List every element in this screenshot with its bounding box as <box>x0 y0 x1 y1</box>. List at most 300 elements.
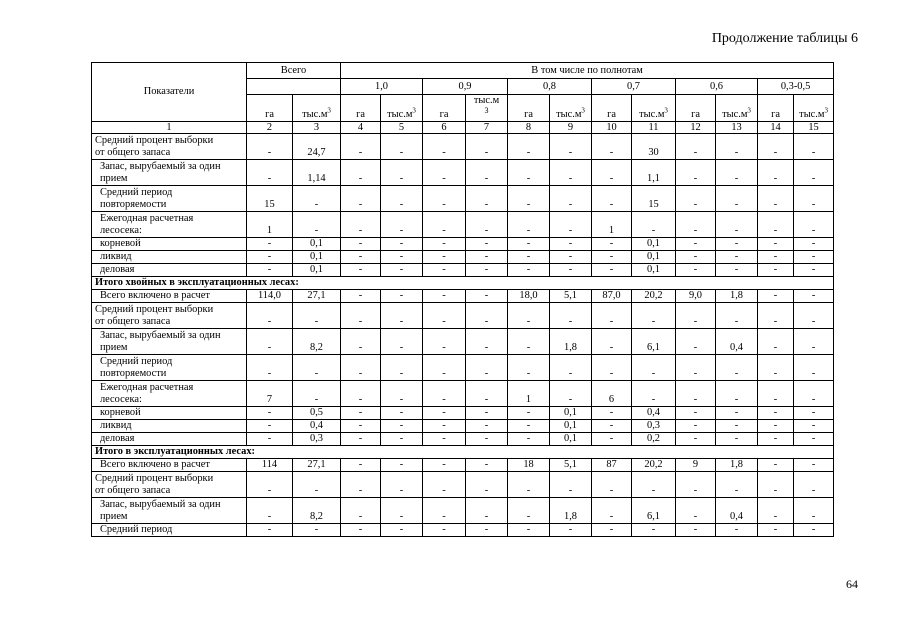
table-cell: 0,1 <box>550 407 592 420</box>
table-cell: - <box>758 329 794 355</box>
table-cell: - <box>423 238 466 251</box>
table-cell: - <box>758 498 794 524</box>
unit-volume-exp: 3 <box>824 106 828 115</box>
table-row <box>92 355 834 381</box>
table-cell: - <box>508 420 550 433</box>
header-density: 0,9 <box>423 79 508 95</box>
table-row <box>92 433 834 446</box>
table-cell: - <box>423 407 466 420</box>
table-cell: 0,1 <box>550 420 592 433</box>
table-cell: - <box>381 381 423 407</box>
table-cell: - <box>508 186 550 212</box>
table-cell: 0,3 <box>632 420 676 433</box>
unit-volume-exp: 3 <box>747 106 751 115</box>
table-cell: - <box>466 407 508 420</box>
table-cell: 1,8 <box>716 290 758 303</box>
table-cell: - <box>293 186 341 212</box>
table-cell: 6,1 <box>632 498 676 524</box>
unit-volume-top: тыс.м <box>473 95 500 106</box>
table-cell: - <box>381 212 423 238</box>
row-label <box>92 329 247 355</box>
table-cell: - <box>466 498 508 524</box>
column-number: 11 <box>632 122 676 134</box>
table-cell: - <box>716 134 758 160</box>
table-cell: - <box>381 160 423 186</box>
table-cell: - <box>508 264 550 277</box>
table-cell: - <box>341 407 381 420</box>
row-label-line: Средний процент выборки <box>95 135 214 146</box>
table-cell: - <box>247 524 293 537</box>
unit-volume <box>794 95 834 122</box>
table-cell: - <box>794 238 834 251</box>
table-cell: - <box>758 407 794 420</box>
table-cell: - <box>247 238 293 251</box>
table-cell: - <box>758 251 794 264</box>
table-cell: - <box>423 524 466 537</box>
table-cell: - <box>676 303 716 329</box>
table-cell: - <box>341 498 381 524</box>
table-cell: - <box>508 498 550 524</box>
table-cell: - <box>508 160 550 186</box>
table-cell: 18 <box>508 459 550 472</box>
table-cell: - <box>716 186 758 212</box>
table-cell: 1,8 <box>550 498 592 524</box>
table-cell: - <box>508 329 550 355</box>
table-cell: - <box>716 303 758 329</box>
table-cell: 0,4 <box>293 420 341 433</box>
table-cell: - <box>758 303 794 329</box>
table-cell: - <box>466 238 508 251</box>
column-number: 8 <box>508 122 550 134</box>
table-cell: 0,1 <box>550 433 592 446</box>
row-label-line: Запас, вырубаемый за один <box>100 330 221 341</box>
table-cell: 0,1 <box>632 251 676 264</box>
table-cell: - <box>423 303 466 329</box>
table-cell: - <box>341 160 381 186</box>
table-cell: - <box>466 329 508 355</box>
header-density: 0,3-0,5 <box>758 79 834 95</box>
header-by-density: В том числе по полнотам <box>341 63 834 79</box>
table-cell: - <box>341 524 381 537</box>
table-cell: - <box>423 420 466 433</box>
table-cell: - <box>758 238 794 251</box>
table-cell: 20,2 <box>632 459 676 472</box>
table-cell: - <box>341 264 381 277</box>
table-cell: - <box>758 459 794 472</box>
table-cell: - <box>676 524 716 537</box>
table-cell: 6,1 <box>632 329 676 355</box>
unit-ha: га <box>592 95 632 122</box>
table-row <box>92 329 834 355</box>
table-cell: - <box>247 407 293 420</box>
row-label <box>92 420 247 433</box>
table-cell: - <box>758 264 794 277</box>
table-cell: - <box>466 251 508 264</box>
table-cell: - <box>794 303 834 329</box>
table-cell: 87,0 <box>592 290 632 303</box>
unit-ha: га <box>423 95 466 122</box>
table-cell: - <box>716 160 758 186</box>
row-label-line: Средний период <box>100 187 173 198</box>
row-label <box>92 160 247 186</box>
table-cell: - <box>341 186 381 212</box>
table-cell: - <box>423 459 466 472</box>
table-cell: 1,8 <box>550 329 592 355</box>
table-cell: - <box>423 186 466 212</box>
row-label <box>92 186 247 212</box>
table-row <box>92 212 834 238</box>
table-cell: - <box>794 355 834 381</box>
table-cell: - <box>466 160 508 186</box>
header-total-spacer <box>247 79 341 95</box>
table-cell: 5,1 <box>550 290 592 303</box>
table-cell: 15 <box>247 186 293 212</box>
table-cell: - <box>466 212 508 238</box>
table-cell: 0,2 <box>632 433 676 446</box>
table-cell: - <box>247 420 293 433</box>
row-label-line: Всего включено в расчет <box>100 459 210 470</box>
table-cell: - <box>716 433 758 446</box>
table-cell: 0,5 <box>293 407 341 420</box>
table-cell: - <box>466 264 508 277</box>
table-cell: - <box>341 381 381 407</box>
table-cell: - <box>632 212 676 238</box>
table-cell: - <box>508 134 550 160</box>
table-cell: - <box>341 251 381 264</box>
table-cell: - <box>676 251 716 264</box>
table-cell: - <box>550 212 592 238</box>
table-cell: - <box>381 407 423 420</box>
column-number: 15 <box>794 122 834 134</box>
row-label <box>92 407 247 420</box>
row-label-line: Запас, вырубаемый за один <box>100 161 221 172</box>
table-cell: 0,1 <box>293 251 341 264</box>
table-cell: - <box>247 355 293 381</box>
unit-ha: га <box>676 95 716 122</box>
table-row <box>92 264 834 277</box>
table-cell: - <box>466 459 508 472</box>
table-cell: - <box>381 498 423 524</box>
unit-ha: га <box>341 95 381 122</box>
table-cell: - <box>794 212 834 238</box>
row-label-line: деловая <box>100 433 135 444</box>
table-cell: - <box>794 472 834 498</box>
table-cell: - <box>550 134 592 160</box>
page-number: 64 <box>846 577 858 591</box>
table-cell: - <box>794 290 834 303</box>
table-cell: - <box>716 381 758 407</box>
header-density: 0,7 <box>592 79 676 95</box>
unit-volume-text: тыс.м <box>639 109 665 120</box>
row-label <box>92 472 247 498</box>
table-caption: Продолжение таблицы 6 <box>711 31 858 46</box>
table-cell: 5,1 <box>550 459 592 472</box>
table-cell: - <box>508 212 550 238</box>
table-cell: - <box>632 524 676 537</box>
table-cell: - <box>550 524 592 537</box>
table-cell: - <box>550 186 592 212</box>
table-cell: - <box>247 433 293 446</box>
row-label <box>92 355 247 381</box>
unit-volume-text: тыс.м <box>302 109 328 120</box>
unit-ha: га <box>247 95 293 122</box>
table-cell: - <box>550 251 592 264</box>
table-cell: - <box>592 498 632 524</box>
table-cell: - <box>247 134 293 160</box>
column-number: 14 <box>758 122 794 134</box>
table-row <box>92 134 834 160</box>
table-cell: - <box>592 355 632 381</box>
row-label-line: ликвид <box>100 251 132 262</box>
table-cell: - <box>550 303 592 329</box>
row-label-line: Средний процент выборки <box>95 304 214 315</box>
table-cell: - <box>293 212 341 238</box>
header-density: 0,8 <box>508 79 592 95</box>
table-cell: - <box>508 355 550 381</box>
section-title: Итого хвойных в эксплуатационных лесах: <box>92 277 834 290</box>
table-row <box>92 290 834 303</box>
table-cell: - <box>341 290 381 303</box>
table-cell: - <box>794 160 834 186</box>
table-cell: - <box>466 186 508 212</box>
table-cell: - <box>758 524 794 537</box>
table-cell: - <box>758 420 794 433</box>
table-cell: - <box>794 433 834 446</box>
table-cell: 1 <box>508 381 550 407</box>
table-cell: 20,2 <box>632 290 676 303</box>
table-row <box>92 303 834 329</box>
table-cell: - <box>716 251 758 264</box>
table-cell: - <box>293 355 341 381</box>
table-cell: - <box>423 212 466 238</box>
table-cell: - <box>466 420 508 433</box>
table-cell: - <box>293 524 341 537</box>
row-label-line: повторяемости <box>100 199 167 210</box>
table-cell: - <box>592 420 632 433</box>
row-label-line: Средний процент выборки <box>95 473 214 484</box>
table-cell: - <box>592 264 632 277</box>
table-cell: 8,2 <box>293 329 341 355</box>
row-label <box>92 290 247 303</box>
table-cell: - <box>341 134 381 160</box>
table-cell: - <box>794 186 834 212</box>
column-number: 12 <box>676 122 716 134</box>
table-cell: - <box>423 472 466 498</box>
table-cell: - <box>381 420 423 433</box>
table-cell: 27,1 <box>293 290 341 303</box>
table-cell: 18,0 <box>508 290 550 303</box>
table-cell: - <box>247 160 293 186</box>
table-cell: - <box>592 186 632 212</box>
column-number: 10 <box>592 122 632 134</box>
table-cell: - <box>794 264 834 277</box>
table-cell: - <box>423 355 466 381</box>
table-cell: - <box>794 134 834 160</box>
table-cell: - <box>466 472 508 498</box>
row-label <box>92 134 247 160</box>
table-cell: - <box>676 329 716 355</box>
table-cell: - <box>508 407 550 420</box>
table-cell: 9 <box>676 459 716 472</box>
unit-volume-exp: 3 <box>664 106 668 115</box>
row-label-line: лесосека: <box>100 225 142 236</box>
table-cell: - <box>758 433 794 446</box>
table-cell: 1,14 <box>293 160 341 186</box>
table-row <box>92 160 834 186</box>
table-cell: 0,1 <box>632 238 676 251</box>
table-cell: - <box>676 212 716 238</box>
table-cell: - <box>423 498 466 524</box>
row-label-line: корневой <box>100 407 141 418</box>
table-cell: - <box>381 264 423 277</box>
table-cell: - <box>794 329 834 355</box>
table-cell: - <box>381 290 423 303</box>
table-cell: - <box>716 212 758 238</box>
row-label <box>92 251 247 264</box>
table-cell: 0,3 <box>293 433 341 446</box>
table-cell: - <box>676 238 716 251</box>
column-number: 5 <box>381 122 423 134</box>
forest-table <box>91 62 834 537</box>
table-cell: - <box>550 472 592 498</box>
table-cell: - <box>381 524 423 537</box>
table-cell: 0,1 <box>293 238 341 251</box>
unit-volume-text: тыс.м <box>556 109 582 120</box>
table-cell: - <box>794 381 834 407</box>
table-cell: - <box>550 264 592 277</box>
table-cell: - <box>423 433 466 446</box>
unit-volume <box>293 95 341 122</box>
table-cell: - <box>247 303 293 329</box>
unit-volume <box>381 95 423 122</box>
row-label <box>92 524 247 537</box>
table-cell: 1 <box>592 212 632 238</box>
table-cell: 15 <box>632 186 676 212</box>
row-label <box>92 212 247 238</box>
column-number: 7 <box>466 122 508 134</box>
unit-volume-text: тыс.м <box>387 109 413 120</box>
table-cell: - <box>716 524 758 537</box>
table-cell: - <box>508 303 550 329</box>
table-cell: - <box>508 524 550 537</box>
table-cell: 1,8 <box>716 459 758 472</box>
table-cell: 7 <box>247 381 293 407</box>
table-row <box>92 472 834 498</box>
table-cell: - <box>676 420 716 433</box>
unit-volume-exp: 3 <box>327 106 331 115</box>
table-cell: - <box>293 303 341 329</box>
row-label <box>92 264 247 277</box>
table-cell: 114 <box>247 459 293 472</box>
column-number: 13 <box>716 122 758 134</box>
column-number: 4 <box>341 122 381 134</box>
table-cell: - <box>758 355 794 381</box>
table-cell: - <box>716 472 758 498</box>
unit-volume-exp: 3 <box>412 106 416 115</box>
column-number: 2 <box>247 122 293 134</box>
table-cell: - <box>758 290 794 303</box>
row-label-line: ликвид <box>100 420 132 431</box>
table-cell: 24,7 <box>293 134 341 160</box>
row-label-line: повторяемости <box>100 368 167 379</box>
table-cell: 114,0 <box>247 290 293 303</box>
table-cell: - <box>592 472 632 498</box>
section-title: Итого в эксплуатационных лесах: <box>92 446 834 459</box>
table-cell: - <box>632 472 676 498</box>
table-cell: 1 <box>247 212 293 238</box>
unit-volume <box>716 95 758 122</box>
table-cell: - <box>716 355 758 381</box>
header-indicators: Показатели <box>92 63 247 122</box>
table-cell: - <box>247 498 293 524</box>
table-cell: - <box>676 498 716 524</box>
table-row <box>92 420 834 433</box>
table-cell: 87 <box>592 459 632 472</box>
table-cell: - <box>381 303 423 329</box>
row-label-line: деловая <box>100 264 135 275</box>
column-number: 1 <box>92 122 247 134</box>
header-density: 0,6 <box>676 79 758 95</box>
table-cell: - <box>247 472 293 498</box>
table-cell: - <box>423 381 466 407</box>
table-cell: - <box>676 472 716 498</box>
table-cell: - <box>592 251 632 264</box>
row-label-line: корневой <box>100 238 141 249</box>
table-cell: - <box>794 459 834 472</box>
table-cell: - <box>381 329 423 355</box>
row-label-line: лесосека: <box>100 394 142 405</box>
row-label-line: Запас, вырубаемый за один <box>100 499 221 510</box>
table-row <box>92 381 834 407</box>
table-cell: - <box>293 381 341 407</box>
table-cell: - <box>247 251 293 264</box>
table-cell: - <box>466 303 508 329</box>
table-row <box>92 251 834 264</box>
table-row <box>92 498 834 524</box>
table-cell: - <box>676 381 716 407</box>
table-cell: - <box>466 290 508 303</box>
unit-volume <box>550 95 592 122</box>
table-cell: - <box>423 134 466 160</box>
table-cell: - <box>592 407 632 420</box>
table-cell: - <box>508 251 550 264</box>
table-cell: - <box>550 381 592 407</box>
table-cell: - <box>247 264 293 277</box>
table-cell: - <box>716 407 758 420</box>
section-row <box>92 446 834 459</box>
table-cell: - <box>716 420 758 433</box>
table-cell: - <box>794 420 834 433</box>
row-label <box>92 433 247 446</box>
row-label <box>92 381 247 407</box>
unit-ha: га <box>508 95 550 122</box>
table-cell: - <box>592 238 632 251</box>
table-cell: - <box>381 459 423 472</box>
row-label-line: прием <box>100 342 128 353</box>
table-cell: - <box>381 472 423 498</box>
table-cell: - <box>341 433 381 446</box>
table-cell: - <box>341 355 381 381</box>
table-cell: - <box>716 264 758 277</box>
unit-volume <box>466 95 508 122</box>
table-cell: - <box>550 355 592 381</box>
table-row <box>92 238 834 251</box>
table-cell: - <box>676 433 716 446</box>
table-cell: - <box>381 433 423 446</box>
table-cell: 1,1 <box>632 160 676 186</box>
table-cell: - <box>466 381 508 407</box>
table-cell: - <box>758 381 794 407</box>
